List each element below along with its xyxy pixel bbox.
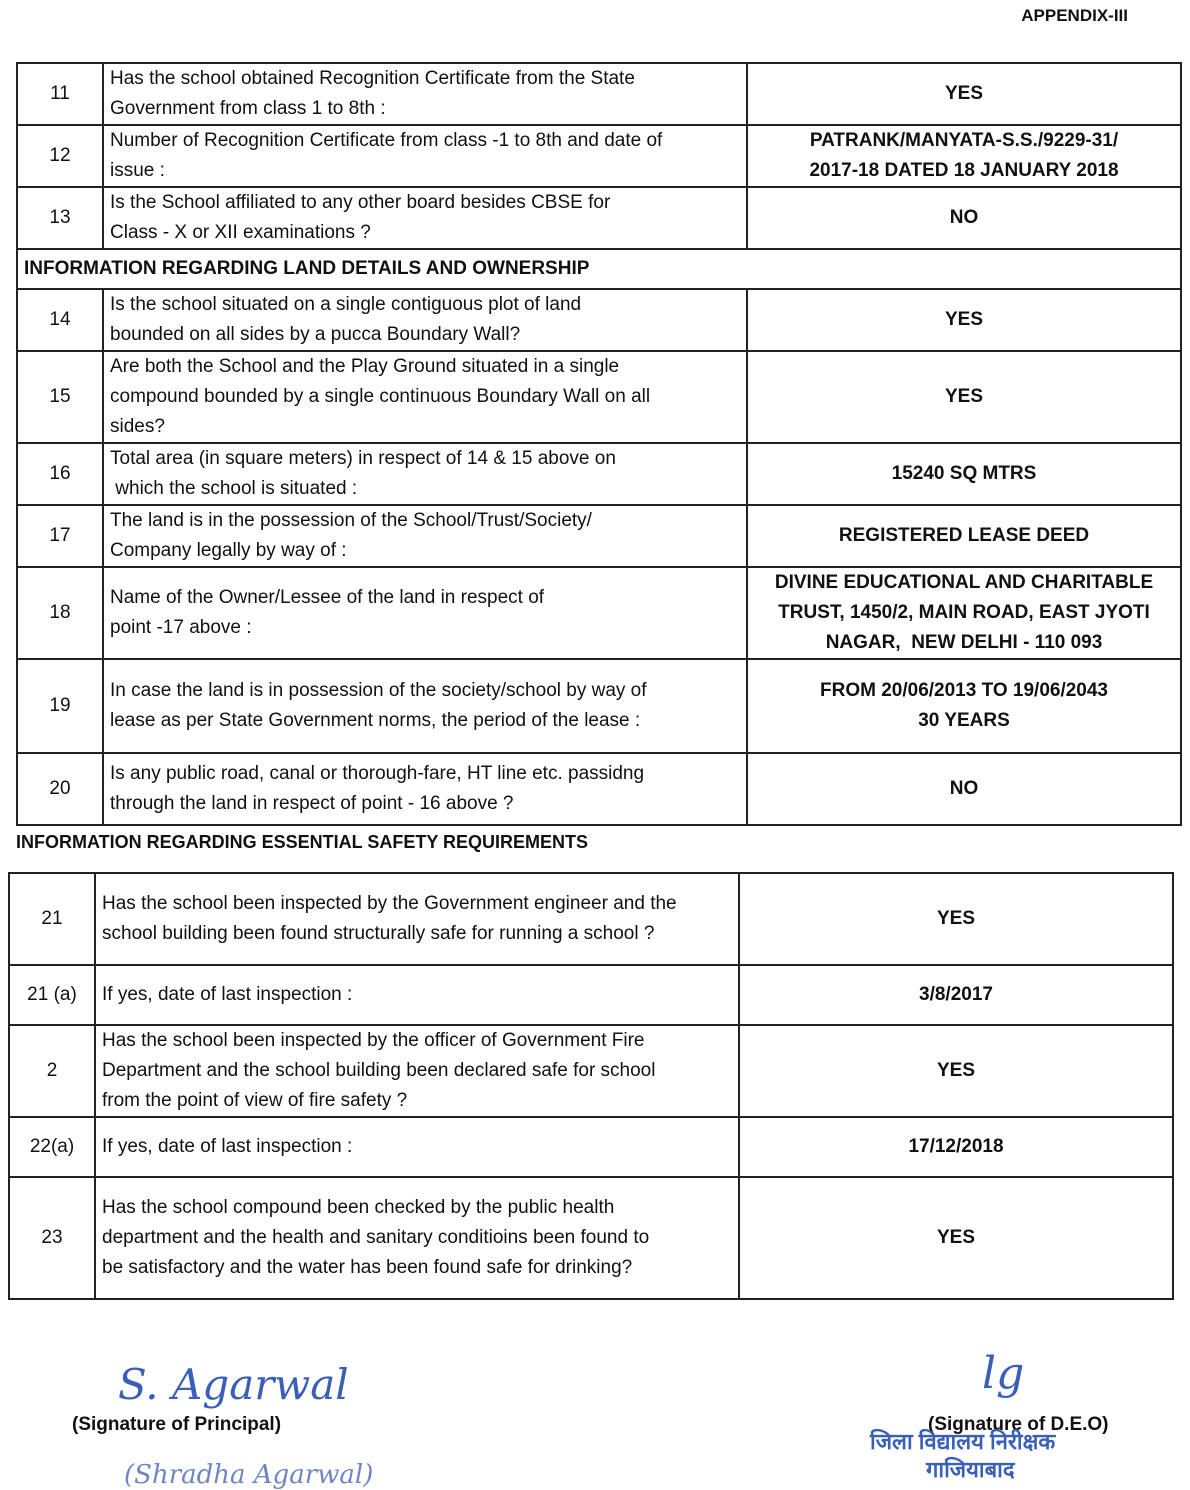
question-cell [95,1177,739,1299]
answer-line: NO [949,778,979,799]
question-line: Are both the School and the Play Ground situated in a single [110,356,620,377]
table-row [17,505,1181,567]
question-line: Government from class 1 to 8th : [110,98,386,119]
table-row [17,443,1181,505]
question-line: Has the school been inspected by the Government engineer and the [102,893,677,914]
item-number: 12 [17,125,103,187]
question-cell [103,443,747,505]
question-line: Company legally by way of : [110,540,347,561]
question-line: Class - X or XII examinations ? [110,222,371,243]
item-number: 15 [17,351,103,443]
deo-signature: lg [982,1348,1025,1399]
question-line: Is the school situated on a single contiguous plot of land [110,294,582,315]
question-cell [103,505,747,567]
item-number: 22(a) [9,1117,95,1177]
question-line: If yes, date of last inspection : [102,984,353,1005]
answer-cell [747,187,1181,249]
question-line: issue : [110,160,165,181]
question-line: lease as per State Government norms, the period of the lease : [110,710,641,731]
table-row [9,965,1173,1025]
question-cell [103,187,747,249]
table-row [17,63,1181,125]
item-number: 14 [17,289,103,351]
question-line: Has the school compound been checked by the public health [102,1197,615,1218]
answer-cell [747,289,1181,351]
answer-line: TRUST, 1450/2, MAIN ROAD, EAST JYOTI [778,602,1150,623]
question-line: Is any public road, canal or thorough-fare, HT line etc. passidng [110,763,645,784]
table-row [9,1117,1173,1177]
table-row [9,1025,1173,1117]
answer-line: 30 YEARS [918,710,1010,731]
table-row [17,125,1181,187]
question-cell [103,567,747,659]
item-number: 13 [17,187,103,249]
safety-table-body [9,873,1173,1299]
question-line: Name of the Owner/Lessee of the land in respect of [110,587,545,608]
answer-cell [747,125,1181,187]
answer-line: FROM 20/06/2013 TO 19/06/2043 [820,680,1108,701]
answer-cell [747,659,1181,753]
question-line: which the school is situated : [110,478,358,499]
answer-cell [739,1117,1173,1177]
question-line: Has the school obtained Recognition Certificate from the State [110,68,635,89]
question-line: sides? [110,416,165,437]
principal-signature-label: (Signature of Principal) [72,1414,282,1435]
answer-line: REGISTERED LEASE DEED [838,525,1090,546]
safety-table [8,872,1174,1300]
table-row [17,567,1181,659]
item-number: 16 [17,443,103,505]
answer-line: NAGAR, NEW DELHI - 110 093 [825,632,1103,653]
deo-stamp [870,1428,1110,1484]
question-line: through the land in respect of point - 16 above ? [110,793,514,814]
question-cell [103,659,747,753]
table-row [17,289,1181,351]
answer-line: 2017-18 DATED 18 JANUARY 2018 [809,160,1119,181]
item-number: 21 [9,873,95,965]
item-number: 23 [9,1177,95,1299]
safety-section-title: INFORMATION REGARDING ESSENTIAL SAFETY REQUIREMENTS [16,832,589,852]
question-line: If yes, date of last inspection : [102,1136,353,1157]
answer-line: PATRANK/MANYATA-S.S./9229-31/ [809,130,1119,151]
answer-line: YES [936,908,976,929]
answer-line: 17/12/2018 [908,1136,1004,1157]
answer-line: 3/8/2017 [919,984,993,1005]
question-line: compound bounded by a single continuous Boundary Wall on all [110,386,651,407]
question-line: Number of Recognition Certificate from class -1 to 8th and date of [110,130,663,151]
item-number: 21 (a) [9,965,95,1025]
item-number: 19 [17,659,103,753]
question-line: Has the school been inspected by the officer of Government Fire [102,1030,645,1051]
answer-cell [739,1177,1173,1299]
question-line: Total area (in square meters) in respect of 14 & 15 above on [110,448,616,469]
principal-name: (Shradha Agarwal) [124,1460,374,1490]
appendix-label: APPENDIX-III [1021,6,1128,25]
question-line: In case the land is in possession of the society/school by way of [110,680,647,701]
answer-line: DIVINE EDUCATIONAL AND CHARITABLE [774,572,1154,593]
question-line: Is the School affiliated to any other board besides CBSE for [110,192,611,213]
answer-line: YES [936,1227,976,1248]
answer-cell [747,753,1181,825]
stamp-line-1: जिला विद्यालय निरीक्षक [870,1429,1056,1454]
question-cell [95,965,739,1025]
table-row [17,187,1181,249]
question-cell [95,873,739,965]
answer-cell [747,443,1181,505]
question-line: bounded on all sides by a pucca Boundary Wall? [110,324,521,345]
answer-line: YES [944,83,984,104]
question-line: point -17 above : [110,617,252,638]
question-cell [103,125,747,187]
answer-cell [747,567,1181,659]
question-cell [95,1117,739,1177]
answer-line: YES [944,309,984,330]
table-row [9,873,1173,965]
question-line: be satisfactory and the water has been found safe for drinking? [102,1257,633,1278]
answer-line: 15240 SQ MTRS [891,463,1037,484]
deo-signature-label: (Signature of D.E.O) [928,1414,1109,1435]
question-cell [103,351,747,443]
question-cell [103,753,747,825]
question-line: The land is in the possession of the School/Trust/Society/ [110,510,592,531]
answer-cell [739,965,1173,1025]
question-line: from the point of view of fire safety ? [102,1090,408,1111]
table-row [9,1177,1173,1299]
table-row [17,351,1181,443]
answer-cell [739,1025,1173,1117]
question-line: school building been found structurally safe for running a school ? [102,923,655,944]
answer-line: YES [944,386,984,407]
land-section-title: INFORMATION REGARDING LAND DETAILS AND OWNERSHIP [17,249,1181,289]
question-cell [95,1025,739,1117]
question-cell [103,63,747,125]
table-row [17,659,1181,753]
question-line: Department and the school building been declared safe for school [102,1060,656,1081]
item-number: 2 [9,1025,95,1117]
answer-cell [739,873,1173,965]
answer-line: NO [949,207,979,228]
land-table [16,62,1182,826]
land-table-body [17,63,1181,825]
item-number: 20 [17,753,103,825]
stamp-line-2: गाजियाबाद [926,1457,1015,1482]
answer-cell [747,505,1181,567]
item-number: 18 [17,567,103,659]
table-row [17,753,1181,825]
section-row [17,249,1181,289]
question-cell [103,289,747,351]
answer-line: YES [936,1060,976,1081]
item-number: 17 [17,505,103,567]
answer-cell [747,63,1181,125]
principal-signature: S. Agarwal [118,1360,349,1409]
answer-cell [747,351,1181,443]
question-line: department and the health and sanitary conditioins been found to [102,1227,650,1248]
item-number: 11 [17,63,103,125]
